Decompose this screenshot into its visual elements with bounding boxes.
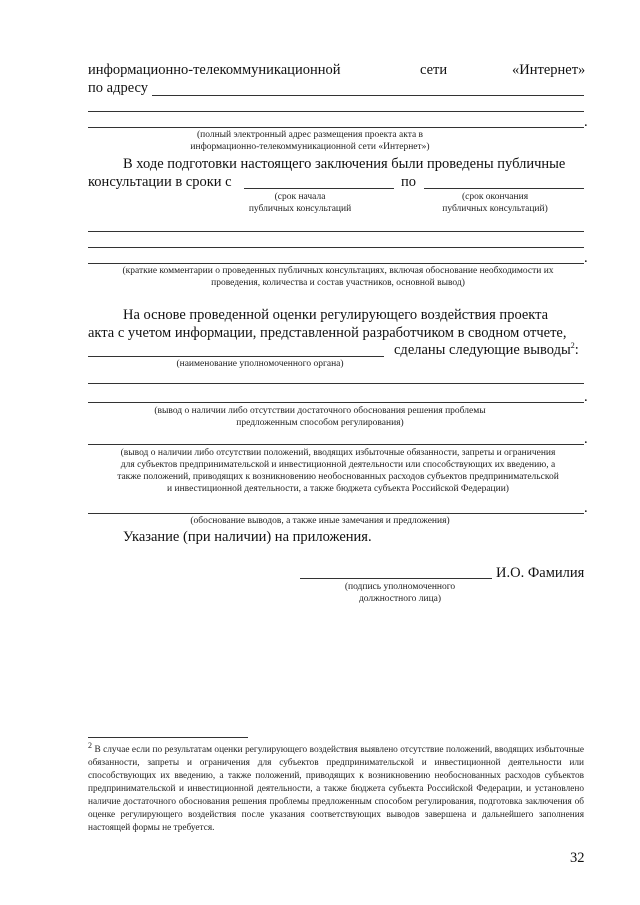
organ-name-line (88, 356, 384, 357)
caption-provisions-line2: для субъектов предпринимательской и инвестиционной деятельности или способствующих их введению, а (120, 460, 556, 470)
caption-end-date (420, 191, 570, 215)
caption-conclusion-line1: (вывод о наличии либо отсутствии достаточного обоснования решения проблемы (154, 406, 486, 416)
text-word-informational: информационно-телекоммуникационной (88, 62, 341, 78)
basis-line1: На основе проведенной оценки регулирующего воздействия проекта (123, 307, 549, 323)
footnote-mark: 2 (88, 740, 92, 750)
comments-line-3 (88, 263, 584, 264)
conclusion-line-1 (88, 383, 584, 384)
text-word-internet: «Интернет» (512, 62, 586, 78)
address-period: . (584, 114, 588, 130)
text-word-network: сети (420, 62, 448, 78)
caption-provisions-line3: также положений, приводящих к возникновению необоснованных расходов субъектов предпринимательской (117, 472, 559, 482)
footnote-text: В случае если по результатам оценки регулирующего воздействия выявлено отсутствие положений, вводящих избыточные обязанности, запреты и ограничения для субъектов предпринимательской и инвестиционной деятельности или способствующих их введению, а также положений, приводящих к возникновению необоснованных расходов субъектов предпринимательской и инвестиционной деятельности, а также бюджета субъекта Российской Федерации, и установлено наличие достаточного обоснования решения проблемы предложенным способом регулирования, подготовка заключения об оценке регулирующего воздействия после указания соответствующих выводов завершена и дальнейшего заполнения настоящей формы не требуется. (88, 745, 584, 833)
conclusion-line-2 (88, 402, 584, 403)
consultations-line2-prefix: консультации в сроки с (88, 174, 232, 190)
address-label: по адресу (88, 80, 148, 96)
caption-start-date (230, 191, 370, 215)
page-number: 32 (570, 850, 585, 866)
address-fill-line (152, 95, 584, 96)
caption-provisions-line1: (вывод о наличии либо отсутствии положений, вводящих избыточные обязанности, запреты и ограничения (120, 448, 556, 458)
caption-signature (330, 581, 470, 605)
caption-address-line1: (полный электронный адрес размещения проекта акта в (196, 130, 424, 140)
comments-period: . (584, 250, 588, 266)
basis-colon: : (574, 342, 579, 358)
signature-line (300, 578, 492, 579)
footnote-ref-mark: 2 (570, 341, 575, 351)
caption-address (150, 129, 470, 153)
consultations-line1: В ходе подготовки настоящего заключения были проведены публичные (123, 156, 566, 172)
caption-comments-line1: (краткие комментарии о проведенных публичных консультациях, включая обоснование необходимости их (122, 266, 554, 276)
conclusion-period: . (584, 389, 588, 405)
caption-comments-line2: проведения, количества и состав участников, основной вывод) (211, 278, 465, 288)
provisions-line (88, 444, 584, 445)
basis-line2: акта с учетом информации, представленной разработчиком в сводном отчете, (88, 325, 567, 341)
caption-organ: (наименование уполномоченного органа) (176, 359, 344, 369)
basis-conclusions-text: сделаны следующие выводы (394, 342, 571, 358)
reasoning-period: . (584, 500, 588, 516)
caption-start-line1: (срок начала (274, 192, 326, 202)
comments-line-2 (88, 247, 584, 248)
end-date-line (424, 188, 584, 189)
caption-start-line2: публичных консультаций (248, 204, 352, 214)
caption-provisions-line4: и инвестиционной деятельности, а также бюджета субъекта Российской Федерации) (167, 484, 509, 494)
basis-line3 (394, 342, 579, 359)
comments-line-1 (88, 231, 584, 232)
caption-end-line2: публичных консультаций) (442, 204, 548, 214)
caption-conclusion-line2: предложенным способом регулирования) (236, 418, 404, 428)
consultations-to-label: по (401, 174, 417, 190)
address-fill-line-2 (88, 111, 584, 112)
caption-reasoning: (обоснование выводов, а также иные замечания и предложения) (190, 516, 450, 526)
reasoning-line (88, 513, 584, 514)
address-fill-line-3 (88, 127, 584, 128)
provisions-period: . (584, 431, 588, 447)
footnote-separator (88, 737, 248, 738)
footnote (88, 740, 584, 835)
caption-signature-line2: должностного лица) (358, 594, 442, 604)
caption-address-line2: информационно-телекоммуникационной сети «Интернет») (190, 142, 430, 152)
caption-end-line1: (срок окончания (461, 192, 529, 202)
caption-comments (88, 265, 588, 289)
attachments-note: Указание (при наличии) на приложения. (123, 529, 372, 545)
caption-conclusion (130, 405, 510, 429)
start-date-line (244, 188, 394, 189)
caption-provisions (88, 447, 588, 495)
signature-name: И.О. Фамилия (496, 565, 585, 581)
caption-signature-line1: (подпись уполномоченного (344, 582, 456, 592)
